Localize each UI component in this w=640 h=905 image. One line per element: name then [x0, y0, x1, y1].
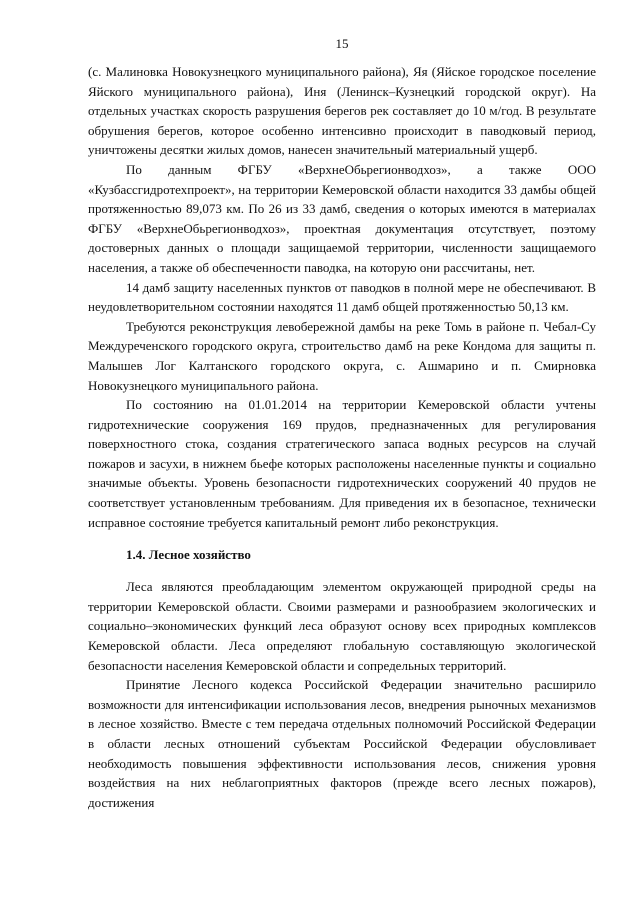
- section-heading-forestry: 1.4. Лесное хозяйство: [126, 547, 251, 563]
- paragraph-dams-reconstruction: Требуются реконструкция левобережной дамбы на реке Томь в районе п. Чебал-Су Междуреченского городского округа, строительство дамб на реке Кондома для защиты п. Малышев Лог Калтанского городского округа, с. Ашмарино и п. Смирновка Новокузнецкого муниципального района.: [88, 318, 596, 393]
- paragraph-erosion-continuation: (с. Малиновка Новокузнецкого муниципального района), Яя (Яйское городское поселение Яйского муниципального района), Иня (Ленинск–Кузнецкий городской округ). На отдельных участках скорость разрушения берегов рек составляет до 10 м/год. В результате обрушения берегов, которое особенно интенсивно происходит в паводковый период, уничтожены десятки жилых домов, нанесен значительный материальный ущерб.: [88, 64, 596, 158]
- document-page: [88, 36, 596, 812]
- paragraph-dams-condition: 14 дамб защиту населенных пунктов от паводков в полной мере не обеспечивают. В неудовлетворительном состоянии находятся 11 дамб общей протяженностью 50,13 км.: [88, 279, 596, 315]
- paragraph-dams-count: По данным ФГБУ «ВерхнеОбьрегионводхоз», а также ООО «Кузбассгидротехпроект», на территории Кемеровской области находится 33 дамбы общей протяженностью 89,073 км. По 26 из 33 дамб, сведения о которых имеются в материалах ФГБУ «ВерхнеОбьрегионводхоз», проектная документация отсутствует, поэтому достоверных данных о площади защищаемой территории, численности защищаемого населения, а также об обеспеченности паводка, на которую они рассчитаны, нет.: [88, 161, 596, 275]
- page-number: 15: [335, 36, 349, 51]
- paragraph-forest-code: Принятие Лесного кодекса Российской Федерации значительно расширило возможности для интенсификации использования лесов, внедрения рыночных механизмов в лесное хозяйство. Вместе с тем передача отдельных полномочий Российской Федерации в области лесных отношений субъектам Российской Федерации обусловливает необходимость повышения эффективности использования лесов, снижения уровня воздействия на них неблагоприятных факторов (прежде всего лесных пожаров), достижения: [88, 677, 596, 810]
- paragraph-forests-role: Леса являются преобладающим элементом окружающей природной среды на территории Кемеровской области. Своими размерами и разнообразием экологических и социально–экономических функций леса образуют основу всех природных комплексов Кемеровской области. Леса определяют глобальную составляющую экологической безопасности населения Кемеровской области и сопредельных территорий.: [88, 579, 596, 673]
- paragraph-ponds-safety: По состоянию на 01.01.2014 на территории Кемеровской области учтены гидротехнические сооружения 169 прудов, предназначенных для регулирования поверхностного стока, создания стратегического запаса водных ресурсов на случай пожаров и засухи, в нижнем бьефе которых расположены населенные пункты и социально значимые объекты. Уровень безопасности гидротехнических сооружений 40 прудов не соответствует установленным требованиям. Для приведения их в безопасное, технически исправное состояние требуется капитальный ремонт либо реконструкция.: [88, 397, 596, 530]
